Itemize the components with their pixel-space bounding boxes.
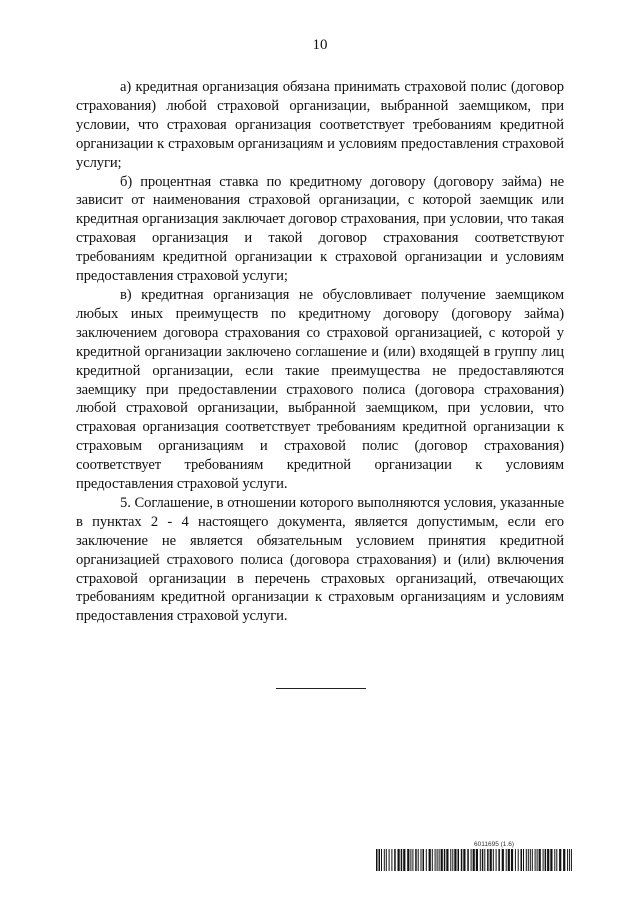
barcode-bar bbox=[550, 849, 552, 871]
barcode-bar bbox=[394, 849, 396, 871]
barcode-bar bbox=[473, 849, 475, 871]
barcode-bar bbox=[559, 849, 561, 871]
barcode-bar bbox=[458, 849, 460, 871]
barcode-bar bbox=[506, 849, 507, 871]
barcode-bar bbox=[526, 849, 527, 871]
paragraph-c: в) кредитная организация не обусловливает получение заемщиком любых иных преимуществ по кредитному договору (договору займа) заключением договора страхования со страховой организацией, с которой у кредитной организации заключено соглашение и (или) входящей в группу лиц кредитной организации, если такие преимущества не предоставляются заемщику при предоставлении страхового полиса (договора страхования) любой страховой организации, выбранной заемщиком, при условии, что страховая организация соответствует требованиям кредитной организации к страховым организациям и страховой полис (договор страхования) соответствует требованиям кредитной организации к условиям предоставления страховой услуги. bbox=[76, 286, 564, 493]
barcode-bar bbox=[439, 849, 440, 871]
barcode-bar bbox=[518, 849, 519, 871]
document-code: 6011695 (1.6) bbox=[474, 841, 514, 848]
barcode-bar bbox=[569, 849, 570, 871]
barcode-bar bbox=[521, 849, 523, 871]
barcode-bar bbox=[487, 849, 489, 871]
barcode-bar bbox=[412, 849, 413, 871]
barcode-bar bbox=[537, 849, 538, 871]
barcode-bar bbox=[567, 849, 568, 871]
barcode-bar bbox=[556, 849, 557, 871]
barcode-bar bbox=[467, 849, 469, 871]
barcode-bar bbox=[410, 849, 411, 871]
barcode-bar bbox=[376, 849, 378, 871]
paragraph-a: а) кредитная организация обязана принимать страховой полис (договор страхования) любой страховой организации, выбранной заемщиком, при условии, что страховая организация соответствует требованиям кредитной организации к страховым организациям и условиям предоставления страховой услуги; bbox=[76, 79, 564, 171]
barcode-bar bbox=[450, 849, 451, 871]
barcode-bar bbox=[530, 849, 531, 871]
paragraph-b: б) процентная ставка по кредитному договору (договору займа) не зависит от наименования страховой организации, с которой заемщик или кредитная организация заключает договор страхования, при условии, что такая страховая организация и такой договор страхования соответствуют требованиям кредитной организации к страховой организации и условиям предоставления страховой услуги; bbox=[76, 173, 564, 285]
barcode-bar bbox=[484, 849, 485, 871]
barcode-bar bbox=[454, 849, 456, 871]
barcode-bar bbox=[563, 849, 565, 871]
barcode-bar bbox=[461, 849, 463, 871]
barcode-bar bbox=[386, 849, 387, 871]
barcode-bar bbox=[490, 849, 492, 871]
barcode-bar bbox=[407, 849, 409, 871]
barcode-bar bbox=[423, 849, 425, 871]
end-of-text-rule bbox=[276, 688, 366, 689]
barcode-bar bbox=[535, 849, 536, 871]
barcode-bar bbox=[476, 849, 478, 871]
barcode-bar bbox=[384, 849, 385, 871]
barcode-bar bbox=[523, 849, 524, 871]
barcode-bar bbox=[463, 849, 465, 871]
barcode-bar bbox=[403, 849, 405, 871]
barcode-bar bbox=[452, 849, 453, 871]
barcode-bar bbox=[471, 849, 472, 871]
barcode-bar bbox=[571, 849, 572, 871]
barcode-bar bbox=[480, 849, 481, 871]
barcode-bar bbox=[547, 849, 549, 871]
barcode-bar bbox=[398, 849, 400, 871]
barcode-bar bbox=[415, 849, 417, 871]
barcode-bar bbox=[496, 849, 497, 871]
barcode-bar bbox=[528, 849, 529, 871]
barcode-bar bbox=[401, 849, 403, 871]
barcode-bar bbox=[444, 849, 446, 871]
barcode-bar bbox=[391, 849, 392, 871]
document-body bbox=[76, 78, 564, 626]
barcode bbox=[376, 849, 572, 871]
barcode-bar bbox=[421, 849, 422, 871]
barcode-bar bbox=[426, 849, 427, 871]
barcode-bar bbox=[508, 849, 510, 871]
barcode-bar bbox=[381, 849, 382, 871]
barcode-bar bbox=[435, 849, 436, 871]
barcode-bar bbox=[441, 849, 443, 871]
paragraph-5: 5. Соглашение, в отношении которого выполняются условия, указанные в пунктах 2 - 4 настоящего документа, является допустимым, если его заключение не является обязательным условием принятия кредитной организацией страхового полиса (договора страхования) и (или) включения страховой организации в перечень страховых организаций, отвечающих требованиям кредитной организации к страховым организациям и условиям предоставления страховой услуги. bbox=[76, 494, 564, 625]
barcode-bar bbox=[498, 849, 500, 871]
barcode-bar bbox=[539, 849, 541, 871]
barcode-bar bbox=[389, 849, 390, 871]
barcode-bar bbox=[429, 849, 431, 871]
barcode-bar bbox=[493, 849, 494, 871]
barcode-bar bbox=[437, 849, 438, 871]
barcode-bar bbox=[418, 849, 419, 871]
barcode-bar bbox=[545, 849, 547, 871]
barcode-bar bbox=[482, 849, 484, 871]
barcode-bar bbox=[432, 849, 433, 871]
barcode-bar bbox=[511, 849, 513, 871]
page-number: 10 bbox=[312, 37, 328, 53]
barcode-bar bbox=[554, 849, 555, 871]
barcode-bar bbox=[502, 849, 504, 871]
barcode-bar bbox=[379, 849, 381, 871]
barcode-bar bbox=[446, 849, 448, 871]
barcode-bar bbox=[532, 849, 533, 871]
barcode-bar bbox=[515, 849, 516, 871]
barcode-bar bbox=[543, 849, 544, 871]
